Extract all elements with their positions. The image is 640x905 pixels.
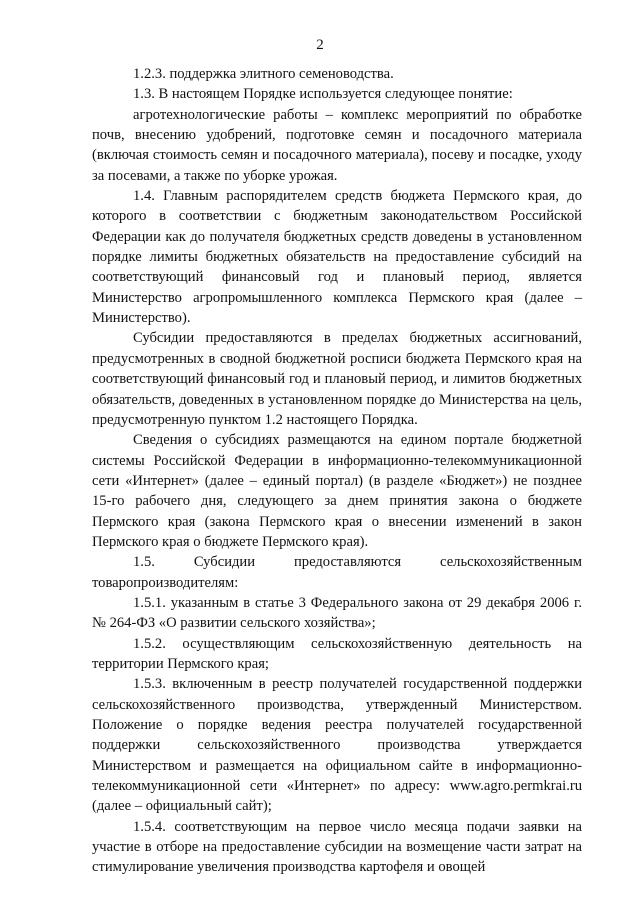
paragraph-1-5-1: 1.5.1. указанным в статье 3 Федерального закона от 29 декабря 2006 г. № 264-ФЗ «О развитии сельского хозяйства»; bbox=[92, 594, 582, 632]
paragraph-1-4: 1.4. Главным распорядителем средств бюджета Пермского края, до которого в соответствии с бюджетным законодательством Российской Федерации как до получателя бюджетных средств доведены в установленном порядке лимиты бюджетных обязательств на предоставление субсидий на соответствующий финансовый год и плановый период, является Министерство агропромышленного комплекса Пермского края (далее – Министерство). bbox=[92, 188, 582, 327]
paragraph-1-5-2: 1.5.2. осуществляющим сельскохозяйственную деятельность на территории Пермского края; bbox=[92, 635, 582, 672]
paragraph-subsidies-portal: Сведения о субсидиях размещаются на едином портале бюджетной системы Российской Федерации в информационно-телекоммуникационной сети «Интернет» (далее – единый портал) (в разделе «Бюджет») не позднее 15-го рабочего дня, следующего за днем принятия закона о бюджете Пермского края (закона Пермского края о внесении изменений в закон Пермского края о бюджете Пермского края). bbox=[92, 432, 582, 550]
paragraph-1-3: 1.3. В настоящем Порядке используется следующее понятие: bbox=[133, 86, 513, 103]
paragraph-subsidies-limits: Субсидии предоставляются в пределах бюджетных ассигнований, предусмотренных в сводной бюджетной росписи бюджета Пермского края на соответствующий финансовый год и плановый период, и лимитов бюджетных обязательств, доведенных в установленном порядке до Министерства на цель, предусмотренную пунктом 1.2 настоящего Порядка. bbox=[92, 330, 582, 428]
paragraph-1-5-4: 1.5.4. соответствующим на первое число месяца подачи заявки на участие в отборе на предоставление субсидии на возмещение части затрат на стимулирование увеличения производства картофеля и овощей bbox=[92, 818, 582, 876]
page-number: 2 bbox=[316, 37, 324, 53]
document-body bbox=[92, 64, 582, 878]
paragraph-definition: агротехнологические работы – комплекс мероприятий по обработке почв, внесению удобрений, подготовке семян и посадочного материала (включая стоимость семян и посадочного материала), посеву и посадке, уходу за посевами, а также по уборке урожая. bbox=[92, 106, 582, 184]
paragraph-1-2-3: 1.2.3. поддержка элитного семеноводства. bbox=[133, 66, 394, 82]
paragraph-1-5-3: 1.5.3. включенным в реестр получателей государственной поддержки сельскохозяйственного производства, утвержденный Министерством. Положение о порядке ведения реестра получателей государственной поддержки сельскохозяйственного производства утверждается Министерством и размещается на официальном сайте в информационно-телекоммуникационной сети «Интернет» по адресу: www.agro.permkrai.ru (далее – официальный сайт); bbox=[92, 676, 582, 815]
paragraph-1-5: 1.5. Субсидии предоставляются сельскохозяйственным товаропроизводителям: bbox=[92, 554, 582, 591]
